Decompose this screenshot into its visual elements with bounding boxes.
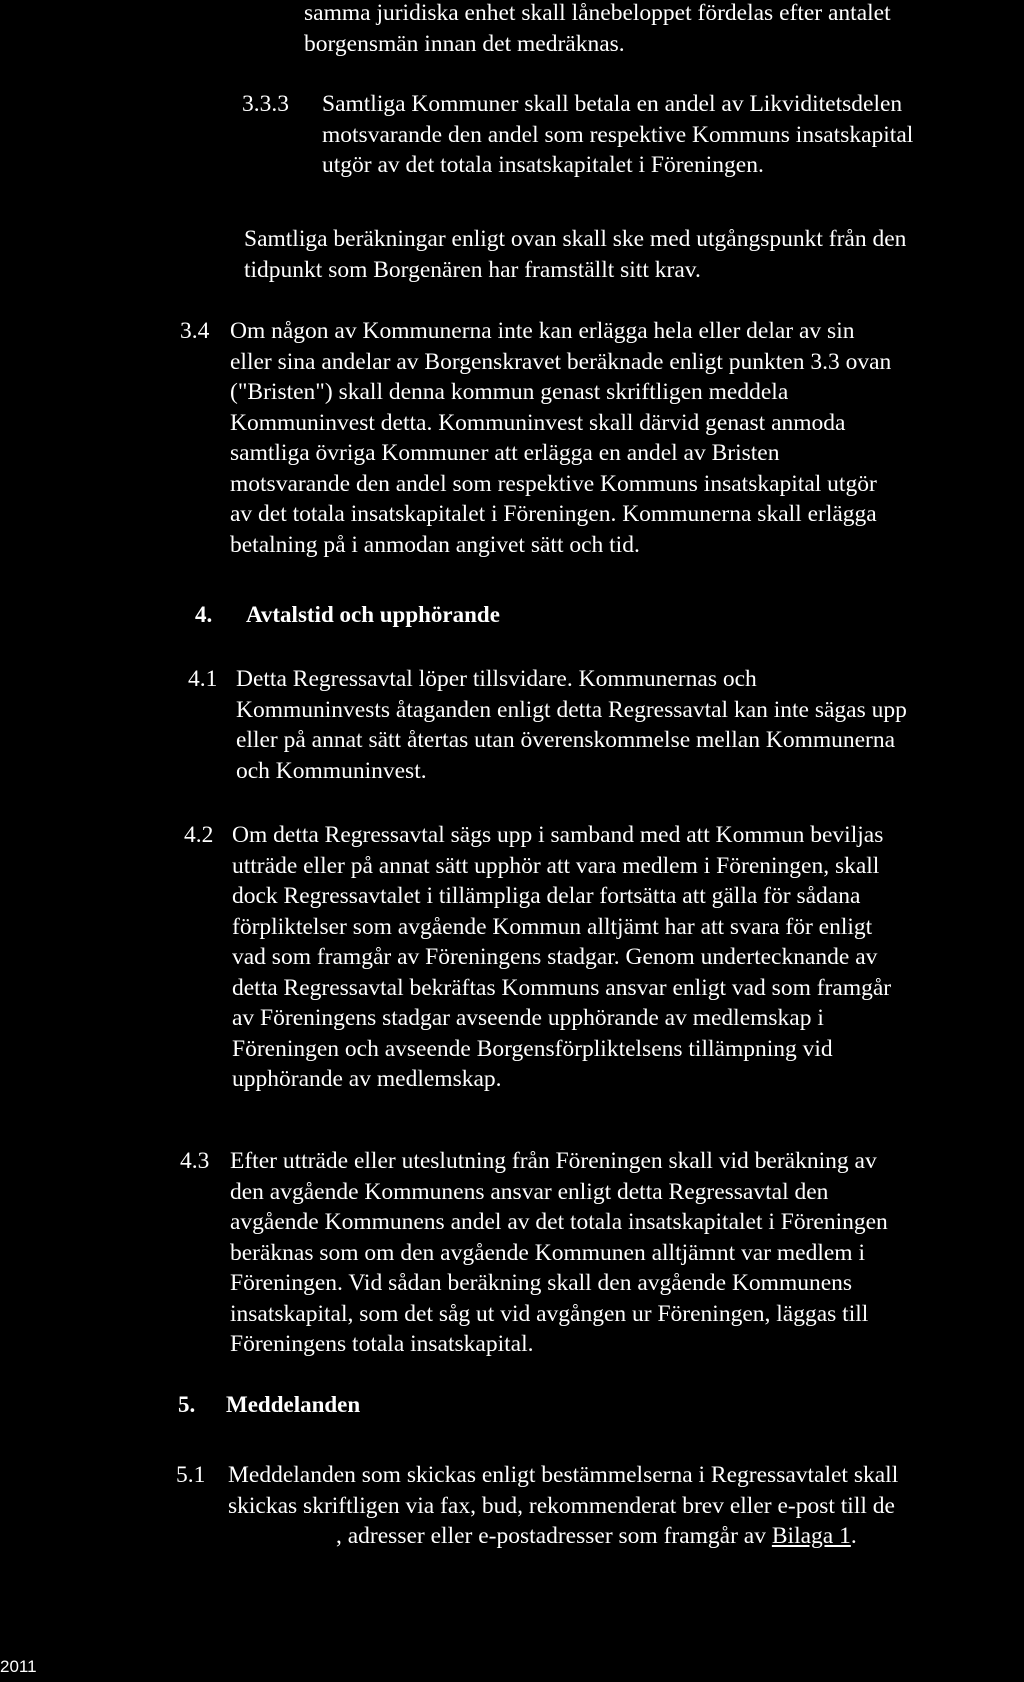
section-3-4-text (230, 316, 891, 560)
text-line: Efter utträde eller uteslutning från Föreningen skall vid beräkning av (230, 1148, 877, 1174)
text-line-with-reference (228, 1521, 898, 1552)
text-line: dock Regressavtalet i tillämpliga delar fortsätta att gälla för sådana (232, 883, 861, 909)
text-line: Samtliga Kommuner skall betala en andel av Likviditetsdelen (322, 91, 903, 117)
text-line: Föreningen. Vid sådan beräkning skall den avgående Kommunens (230, 1270, 853, 1296)
text-line: Om någon av Kommunerna inte kan erlägga hela eller delar av sin (230, 318, 855, 344)
text-line: betalning på i anmodan angivet sätt och tid. (230, 531, 640, 558)
heading-meddelanden: Meddelanden (226, 1392, 361, 1417)
text-line: Samtliga beräkningar enligt ovan skall ske med utgångspunkt från den (244, 226, 907, 252)
section-number-3-4: 3.4 (180, 318, 210, 344)
text-line: av Föreningens stadgar avseende upphörande av medlemskap i (232, 1005, 824, 1031)
text-line: beräknas som om den avgående Kommunen alltjämnt var medlem i (230, 1239, 865, 1266)
heading-number-4: 4. (195, 602, 213, 627)
text-fragment: , adresser eller e-postadresser som framgår av (336, 1523, 772, 1549)
text-line: och Kommuninvest. (236, 757, 427, 784)
text-line: Föreningen och avseende Borgensförpliktelsens tillämpning vid (232, 1035, 833, 1062)
footer-year: 2011 (0, 1657, 37, 1676)
text-line: eller sina andelar av Borgenskravet beräknade enligt punkten 3.3 ovan (230, 348, 892, 375)
section-number-4-3: 4.3 (180, 1148, 210, 1174)
text-line: Om detta Regressavtal sägs upp i samband med att Kommun beviljas (232, 822, 884, 848)
text-line: tidpunkt som Borgenären har framställt sitt krav. (244, 256, 701, 283)
text-line: ("Bristen") skall denna kommun genast skriftligen meddela (230, 379, 789, 405)
heading-avtalstid: Avtalstid och upphörande (246, 602, 500, 627)
section-4-1-text (236, 664, 907, 786)
section-number-5-1: 5.1 (176, 1462, 206, 1488)
paragraph-continuation (304, 0, 891, 59)
text-line: utgör av det totala insatskapitalet i Föreningen. (322, 152, 764, 178)
text-line: insatskapital, som det såg ut vid avgången ur Föreningen, läggas till (230, 1300, 869, 1327)
section-number-4-2: 4.2 (184, 822, 214, 848)
section-3-3-3-text (322, 89, 913, 181)
text-line: Kommuninvest detta. Kommuninvest skall därvid genast anmoda (230, 409, 846, 436)
calculation-paragraph (244, 224, 906, 285)
text-line: utträde eller på annat sätt upphör att vara medlem i Föreningen, skall (232, 852, 880, 879)
heading-number-5: 5. (178, 1392, 196, 1417)
text-line: Meddelanden som skickas enligt bestämmelserna i Regressavtalet skall (228, 1462, 899, 1488)
text-line: Föreningens totala insatskapital. (230, 1331, 534, 1357)
text-line: skickas skriftligen via fax, bud, rekommenderat brev eller e-post till de (228, 1492, 895, 1519)
text-line: samtliga övriga Kommuner att erlägga en andel av Bristen (230, 440, 780, 466)
text-line: vad som framgår av Föreningens stadgar. Genom undertecknande av (232, 944, 878, 970)
section-number-3-3-3: 3.3.3 (242, 91, 289, 117)
section-number-4-1: 4.1 (188, 666, 218, 692)
text-line: borgensmän innan det medräknas. (304, 30, 625, 57)
text-line: upphörande av medlemskap. (232, 1066, 502, 1092)
section-5-1-text (228, 1460, 898, 1552)
text-line: motsvarande den andel som respektive Kommuns insatskapital (322, 121, 914, 148)
text-line: av det totala insatskapitalet i Föreningen. Kommunerna skall erlägga (230, 501, 877, 527)
text-line: Detta Regressavtal löper tillsvidare. Kommunernas och (236, 666, 757, 692)
text-line: Kommuninvests åtaganden enligt detta Regressavtal kan inte sägas upp (236, 696, 907, 723)
text-line: avgående Kommunens andel av det totala insatskapitalet i Föreningen (230, 1209, 888, 1235)
text-line: eller på annat sätt återtas utan överenskommelse mellan Kommunerna (236, 727, 896, 753)
text-line: samma juridiska enhet skall lånebeloppet fördelas efter antalet (304, 0, 891, 26)
text-line: den avgående Kommunens ansvar enligt detta Regressavtal den (230, 1178, 829, 1205)
section-4-3-text (230, 1146, 888, 1360)
text-line: förpliktelser som avgående Kommun alltjämt har att svara för enligt (232, 913, 873, 940)
section-4-2-text (232, 820, 891, 1095)
text-line: detta Regressavtal bekräftas Kommuns ansvar enligt vad som framgår (232, 974, 892, 1001)
text-line: motsvarande den andel som respektive Kommuns insatskapital utgör (230, 470, 877, 497)
text-fragment: . (850, 1523, 857, 1549)
bilaga-reference: Bilaga 1 (771, 1523, 851, 1549)
